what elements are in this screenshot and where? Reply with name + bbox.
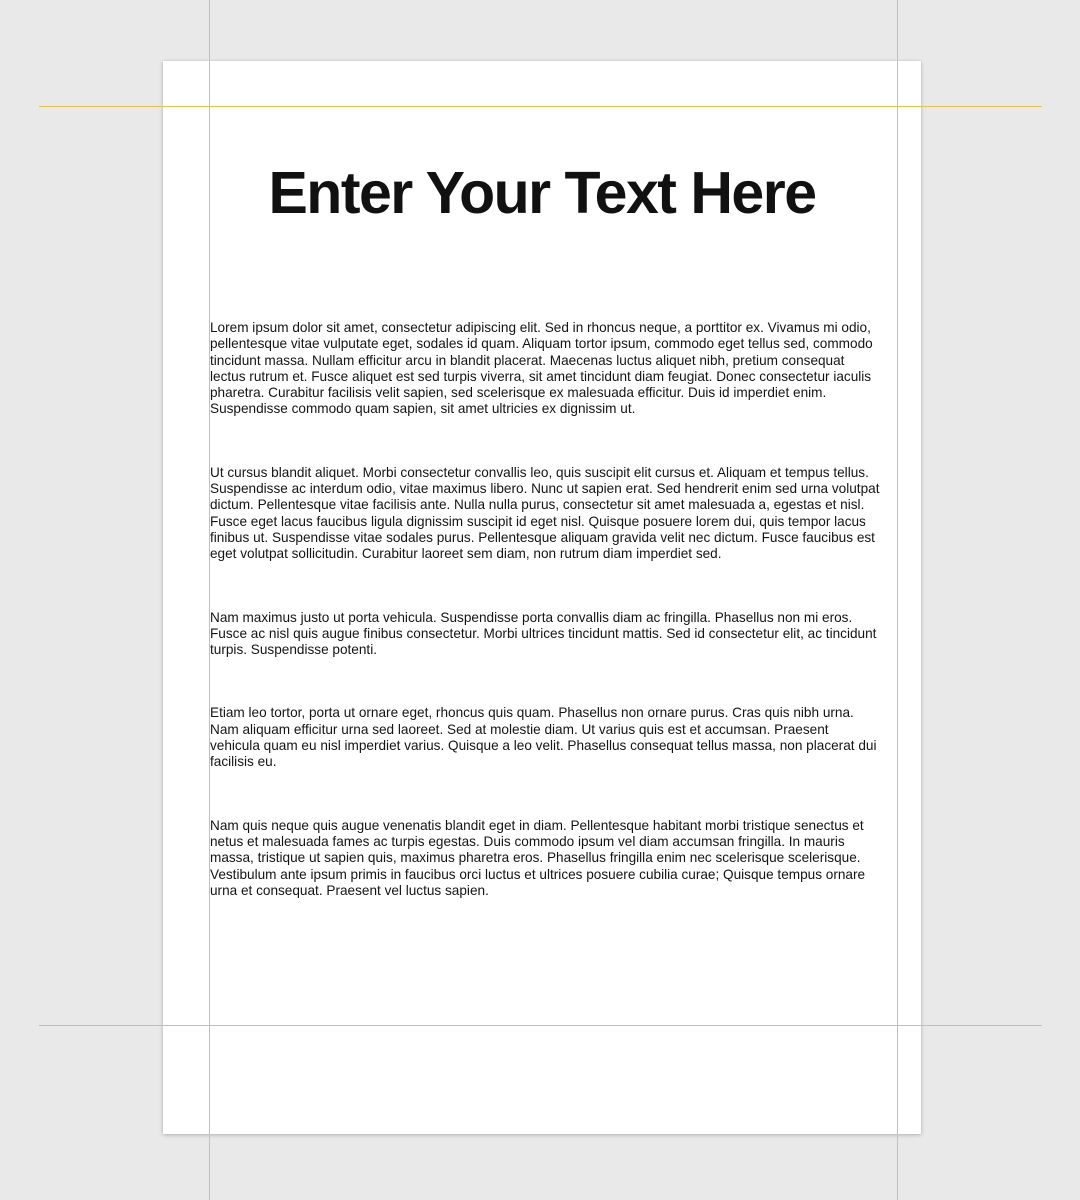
- paragraph-2[interactable]: Ut cursus blandit aliquet. Morbi consectetur convallis leo, quis suscipit elit cursus et. Aliquam et tempus tellus. Suspendisse ac interdum odio, vitae maximus libero. Nunc ut sapien erat. Sed hendrerit enim sed urna volutpat dictum. Pellentesque vitae facilisis ante. Nulla nulla purus, consectetur sit amet malesuada a, egestas et nisl. Fusce eget lacus faucibus ligula dignissim suscipit id eget nisl. Quisque posuere lorem dui, quis tempor lacus finibus ut. Suspendisse vitae sodales purus. Pellentesque aliquam gravida velit nec dictum. Fusce faucibus est eget volutpat sollicitudin. Curabitur laoreet sem diam, non rutrum diam imperdiet sed.: [210, 464, 880, 562]
- paragraph-1[interactable]: Lorem ipsum dolor sit amet, consectetur adipiscing elit. Sed in rhoncus neque, a porttitor ex. Vivamus mi odio, pellentesque vitae vulputate eget, sodales id quam. Aliquam tortor ipsum, commodo eget tellus sed, commodo tincidunt massa. Nullam efficitur arcu in blandit placerat. Maecenas luctus aliquet nibh, pretium consequat lectus rutrum et. Fusce aliquet est sed turpis viverra, sit amet tincidunt diam feugiat. Donec consectetur iaculis pharetra. Curabitur facilisis velit sapien, sed scelerisque ex malesuada efficitur. Duis id imperdiet enim. Suspendisse commodo quam sapien, sit amet ultricies ex dignissim ut.: [210, 320, 873, 417]
- page-title[interactable]: Enter Your Text Here: [268, 160, 816, 226]
- horizontal-margin-guide-top[interactable]: [39, 106, 1042, 107]
- vertical-margin-guide-right[interactable]: [897, 0, 898, 1200]
- paragraph-4[interactable]: Etiam leo tortor, porta ut ornare eget, rhoncus quis quam. Phasellus non ornare purus. Cras quis nibh urna. Nam aliquam efficitur urna sed laoreet. Sed at molestie diam. Ut varius quis est et accumsan. Praesent vehicula quam eu nisl imperdiet varius. Quisque a leo velit. Phasellus consequat tellus massa, non placerat dui facilisis eu.: [210, 705, 877, 770]
- horizontal-margin-guide-bottom[interactable]: [39, 1025, 1042, 1026]
- vertical-margin-guide-left[interactable]: [209, 0, 210, 1200]
- paragraph-5[interactable]: Nam quis neque quis augue venenatis blandit eget in diam. Pellentesque habitant morbi tristique senectus et netus et malesuada fames ac turpis egestas. Duis commodo ipsum vel diam accumsan fringilla. In mauris massa, tristique ut sapien quis, maximus pharetra eros. Phasellus fringilla enim nec scelerisque scelerisque. Vestibulum ante ipsum primis in faucibus orci luctus et ultrices posuere cubilia curae; Quisque tempus ornare urna et consequat. Praesent vel luctus sapien.: [210, 817, 866, 898]
- document-page[interactable]: [163, 61, 921, 1134]
- paragraph-3[interactable]: Nam maximus justo ut porta vehicula. Suspendisse porta convallis diam ac fringilla. Phasellus non mi eros. Fusce ac nisl quis augue finibus consectetur. Morbi ultrices tincidunt mattis. Sed id consectetur elit, ac tincidunt turpis. Suspendisse potenti.: [210, 609, 877, 658]
- body-text[interactable]: [210, 320, 882, 946]
